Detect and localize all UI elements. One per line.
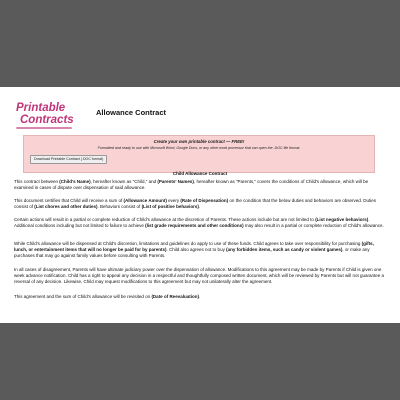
document-title: Child Allowance Contract [172, 171, 228, 176]
page-header [14, 99, 394, 129]
paragraph-usage-limits: While Child's allowance will be dispensed at Child's discretion, limitations and guidelines do apply to use of these funds. Child agrees to take over responsibility for purchasing (gifts, lunch, or entertainment items that will no longer be paid for by parents). Child also agrees not to buy (any forbidden items, such as candy or violent games), or make any purchases that may go against family values before consulting with Parents. [14, 241, 374, 258]
paragraph-disagreements: In all cases of disagreement, Parents will have ultimate judiciary power over the dispensation of allowance. Modifications to this agreement may be made by Parents if Child is given one week advance notification. Child has a right to appeal any decision in a respectful and thoughtfully composed written document, which will be reviewed by Parents but will not guarantee a reversal of any decision. Likewise, Child may request modifications to this agreement but may not unilaterally alter the agreement. [14, 267, 384, 284]
promo-box [23, 135, 375, 173]
promo-subtext: Formatted and ready to use with Microsoft Word, Google Docs, or any other word processor that can open the .DOC file format. [97, 146, 301, 150]
logo-text-line1: Printable [16, 102, 66, 114]
logo-text-line2: Contracts [20, 114, 74, 126]
paragraph-allowance-terms: This document certifies that Child will receive a sum of (Allowance Amount) every (Rate of Dispensation) on the condition that the below duties and behaviors are observed. Duties consist of (List chores and other duties). Behaviors consist of (List of positive behaviors). [14, 198, 377, 209]
page-title: Allowance Contract [96, 108, 167, 117]
paragraph-reevaluation: This agreement and the sum of Child's allowance will be revisited on (Date of Reevaluation). [14, 294, 201, 299]
paragraph-parties: This contract between (Child's Name), hereafter known as "Child," and (Parents' Names), hereafter known as "Parents," covers the conditions of Child's allowance, which will be examined in cases of dispute over dispensation of said allowance. [14, 179, 369, 190]
printable-contracts-logo[interactable] [14, 99, 80, 131]
logo-swoosh [16, 127, 72, 129]
document-page [0, 87, 400, 323]
promo-headline: Create your own printable contract — FREE! [153, 139, 245, 144]
paragraph-reductions: Certain actions will result in a partial or complete reduction of Child's allowance at the discretion of Parents. These actions include but are not limited to (List negative behaviors). Additional conditions including but not limited to failure to achieve (list grade requirements and other conditions) may also result in a partial or complete reduction of Child's allowance. [14, 217, 384, 228]
download-contract-button[interactable]: Download Printable Contract (.DOC format) [30, 155, 107, 164]
